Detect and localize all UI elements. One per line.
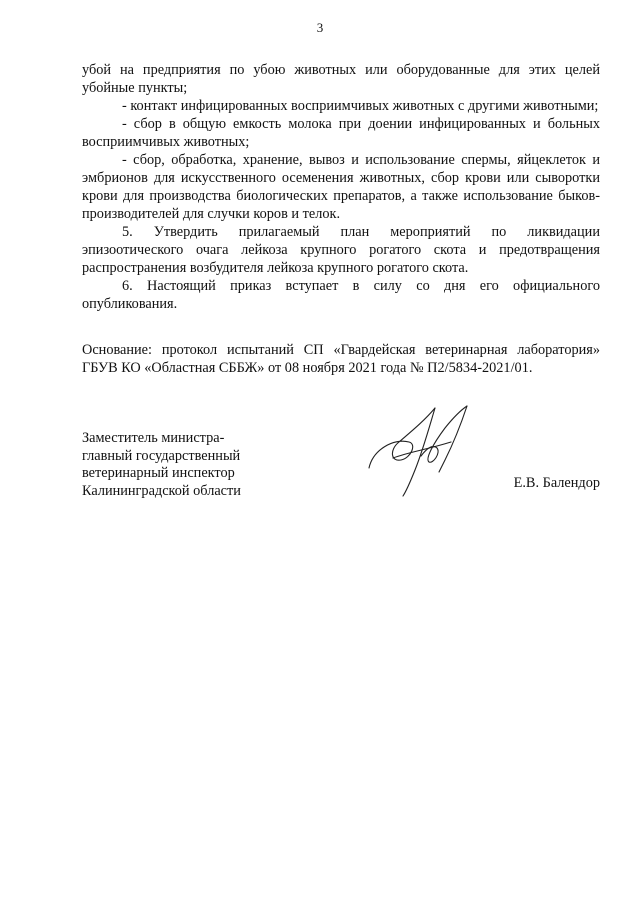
signatory-title-line: главный государственный xyxy=(82,447,241,464)
paragraph: - сбор в общую емкость молока при доении инфицированных и больных восприимчивых животных; xyxy=(82,116,600,150)
basis-note: Основание: протокол испытаний СП «Гвардейская ветеринарная лаборатория» ГБУВ КО «Областная СББЖ» от 08 ноября 2021 года № П2/5834-2021/01. xyxy=(82,342,600,376)
handwritten-signature xyxy=(363,398,481,498)
signatory-title-line: Заместитель министра- xyxy=(82,430,225,446)
body-text xyxy=(82,61,600,313)
paragraph: 5. Утвердить прилагаемый план мероприятий по ликвидации эпизоотического очага лейкоза крупного рогатого скота и предотвращения распространения возбудителя лейкоза крупного рогатого скота. xyxy=(82,224,600,276)
signatory-name: Е.В. Балендор xyxy=(513,475,600,491)
paragraph: убой на предприятия по убою животных или оборудованные для этих целей убойные пункты; xyxy=(82,62,600,96)
signatory-title-line: ветеринарный инспектор xyxy=(82,465,235,481)
page-number: 3 xyxy=(316,20,324,35)
signatory-title-line: Калининградской области xyxy=(82,482,241,499)
paragraph: 6. Настоящий приказ вступает в силу со дня его официального опубликования. xyxy=(82,278,600,312)
paragraph: - сбор, обработка, хранение, вывоз и использование спермы, яйцеклеток и эмбрионов для искусственного осеменения животных, сбор крови или сыворотки крови для производства биологических препаратов, а также использование быков-производителей для случки коров и телок. xyxy=(82,152,600,222)
paragraph: - контакт инфицированных восприимчивых животных с другими животными; xyxy=(122,98,599,114)
signatory-title xyxy=(82,430,322,500)
